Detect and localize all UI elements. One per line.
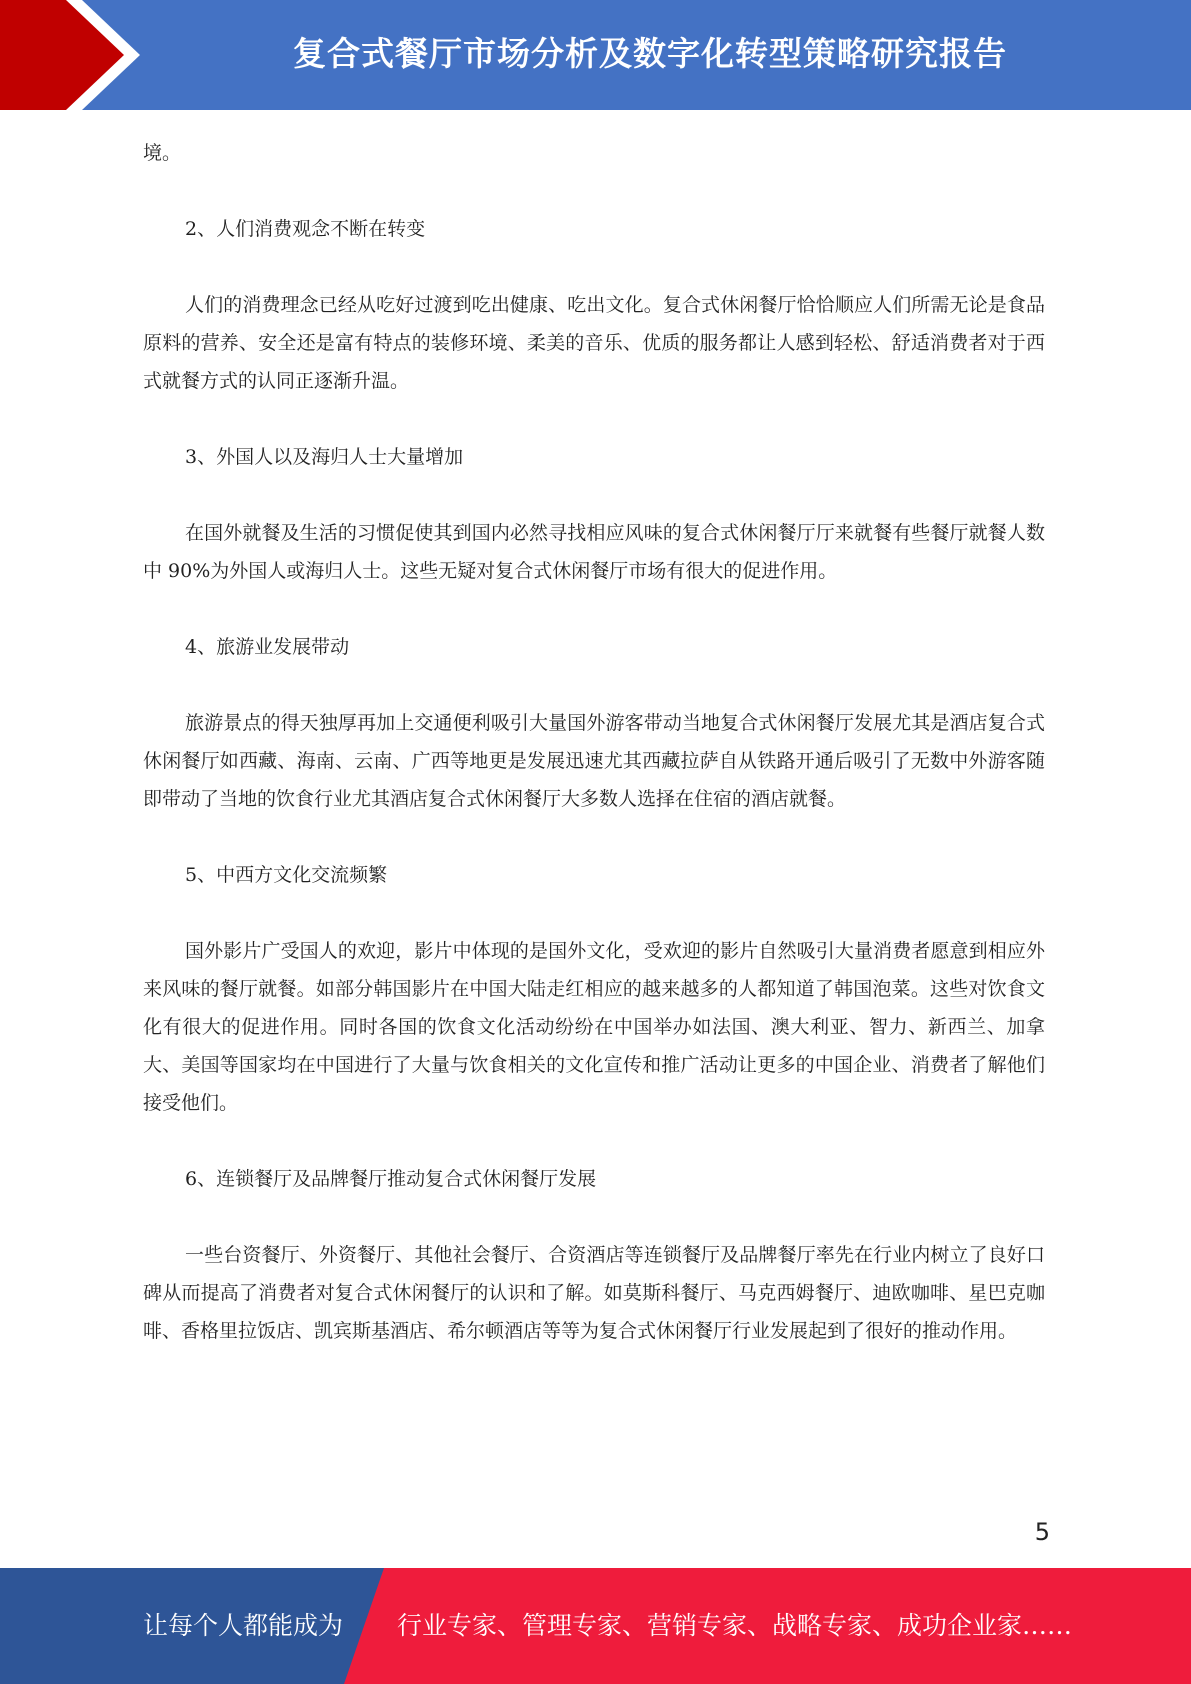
intro-fragment: 境。 bbox=[143, 142, 182, 164]
section-paragraph: 在国外就餐及生活的习惯促使其到国内必然寻找相应风味的复合式休闲餐厅厅来就餐有些餐厅就餐人数中 90%为外国人或海归人士。这些无疑对复合式休闲餐厅市场有很大的促进作用。 bbox=[143, 522, 1045, 582]
section-paragraph: 旅游景点的得天独厚再加上交通便利吸引大量国外游客带动当地复合式休闲餐厅发展尤其是酒店复合式休闲餐厅如西藏、海南、云南、广西等地更是发展迅速尤其西藏拉萨自从铁路开通后吸引了无数中外游客随即带动了当地的饮食行业尤其酒店复合式休闲餐厅大多数人选择在住宿的酒店就餐。 bbox=[143, 712, 1045, 810]
footer-slogan-right: 行业专家、管理专家、营销专家、战略专家、成功企业家…… bbox=[397, 1611, 1073, 1640]
report-title: 复合式餐厅市场分析及数字化转型策略研究报告 bbox=[293, 34, 1007, 73]
document-body bbox=[143, 134, 1045, 1350]
footer-slogan-left: 让每个人都能成为 bbox=[143, 1611, 344, 1640]
footer-banner bbox=[0, 1568, 1191, 1684]
header-banner bbox=[0, 0, 1191, 110]
section-heading: 6、连锁餐厅及品牌餐厅推动复合式休闲餐厅发展 bbox=[185, 1168, 597, 1190]
section-paragraph: 国外影片广受国人的欢迎，影片中体现的是国外文化，受欢迎的影片自然吸引大量消费者愿意到相应外来风味的餐厅就餐。如部分韩国影片在中国大陆走红相应的越来越多的人都知道了韩国泡菜。这些对饮食文化有很大的促进作用。同时各国的饮食文化活动纷纷在中国举办如法国、澳大利亚、智力、新西兰、加拿大、美国等国家均在中国进行了大量与饮食相关的文化宣传和推广活动让更多的中国企业、消费者了解他们接受他们。 bbox=[143, 940, 1045, 1114]
section-paragraph: 人们的消费理念已经从吃好过渡到吃出健康、吃出文化。复合式休闲餐厅恰恰顺应人们所需无论是食品原料的营养、安全还是富有特点的装修环境、柔美的音乐、优质的服务都让人感到轻松、舒适消费者对于西式就餐方式的认同正逐渐升温。 bbox=[143, 294, 1045, 392]
section-heading: 5、中西方文化交流频繁 bbox=[185, 864, 388, 886]
page-number: 5 bbox=[1034, 1518, 1050, 1546]
section-heading: 3、外国人以及海归人士大量增加 bbox=[185, 446, 464, 468]
section-paragraph: 一些台资餐厅、外资餐厅、其他社会餐厅、合资酒店等连锁餐厅及品牌餐厅率先在行业内树立了良好口碑从而提高了消费者对复合式休闲餐厅的认识和了解。如莫斯科餐厅、马克西姆餐厅、迪欧咖啡、星巴克咖啡、香格里拉饭店、凯宾斯基酒店、希尔顿酒店等等为复合式休闲餐厅行业发展起到了很好的推动作用。 bbox=[143, 1244, 1045, 1342]
section-heading: 2、人们消费观念不断在转变 bbox=[185, 218, 426, 240]
section-heading: 4、旅游业发展带动 bbox=[185, 636, 350, 658]
